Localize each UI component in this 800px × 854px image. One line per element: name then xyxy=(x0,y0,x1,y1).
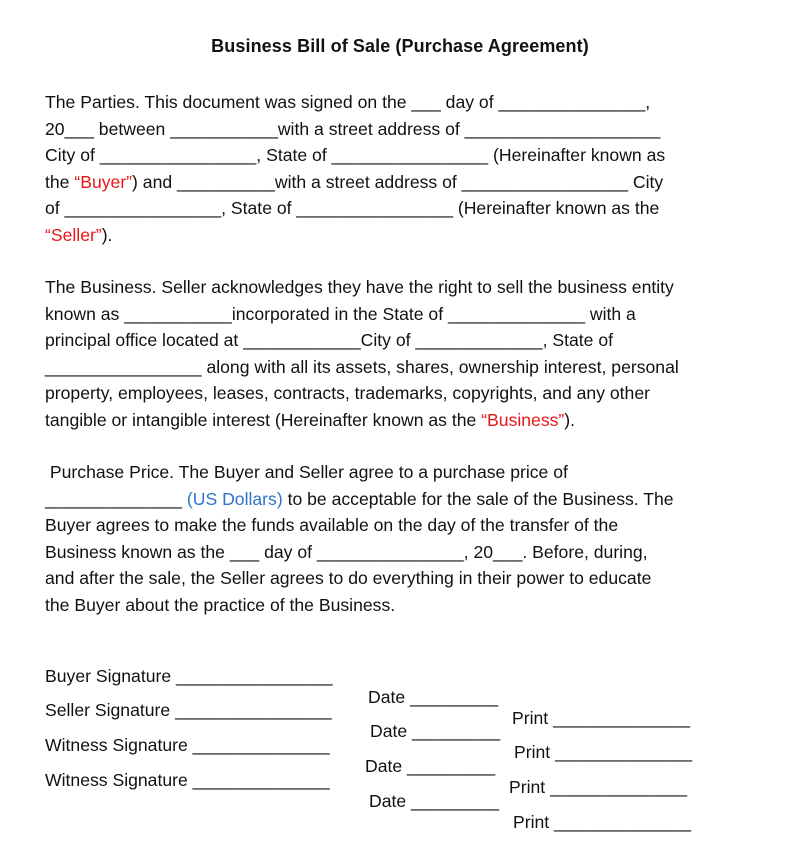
business-line-4: ________________ along with all its assets, shares, ownership interest, personal xyxy=(45,356,679,377)
parties-line-6 xyxy=(45,222,765,249)
buyer-term: “Buyer” xyxy=(74,171,133,192)
purchase-line-5: and after the sale, the Seller agrees to do everything in their power to educate xyxy=(45,568,652,588)
seller-term: “Seller” xyxy=(45,224,102,245)
signature-row-witness-1 xyxy=(45,714,745,797)
parties-line-4 xyxy=(45,169,765,196)
parties-paragraph xyxy=(45,89,765,248)
business-text: ). xyxy=(564,409,576,430)
date-field: Date _________ xyxy=(368,687,499,707)
purchase-line-1: Purchase Price. The Buyer and Seller agree to a purchase price of xyxy=(45,462,568,482)
signature-label: Buyer Signature ________________ xyxy=(45,666,333,686)
purchase-line-4: Business known as the ___ day of _______________, 20___. Before, during, xyxy=(45,541,648,562)
parties-text: ) and __________with a street address of _________________ City xyxy=(132,171,664,192)
parties-text: The Parties. This document was signed on the ___ day of _______________, xyxy=(45,92,651,112)
date-field: Date _________ xyxy=(369,791,500,811)
business-text: tangible or intangible interest (Hereinafter known as the xyxy=(45,409,482,430)
business-term: “Business” xyxy=(481,409,565,430)
parties-text: ). xyxy=(101,224,113,245)
print-field: Print ______________ xyxy=(509,777,688,797)
date-field: Date _________ xyxy=(370,721,501,741)
date-field: Date _________ xyxy=(365,756,496,776)
signature-label: Seller Signature ________________ xyxy=(45,700,332,720)
purchase-price-paragraph xyxy=(45,459,765,618)
purchase-text: to be acceptable for the sale of the Business. The xyxy=(282,488,674,509)
signature-label: Witness Signature ______________ xyxy=(45,735,330,755)
business-line-1: The Business. Seller acknowledges they have the right to sell the business entity xyxy=(45,277,674,297)
parties-line-2: 20___ between ___________with a street address of ____________________ xyxy=(45,118,661,139)
signature-label: Witness Signature ______________ xyxy=(45,770,330,790)
document-title: Business Bill of Sale (Purchase Agreement) xyxy=(211,36,589,56)
business-line-5: property, employees, leases, contracts, trademarks, copyrights, and any other xyxy=(45,383,650,403)
us-dollars-term: (US Dollars) xyxy=(186,488,283,509)
print-field: Print ______________ xyxy=(512,708,691,728)
purchase-line-6: the Buyer about the practice of the Business. xyxy=(45,594,396,615)
business-line-3: principal office located at ____________City of _____________, State of xyxy=(45,330,613,350)
business-line-6 xyxy=(45,407,765,434)
print-field: Print ______________ xyxy=(514,742,693,762)
purchase-text: ______________ xyxy=(45,488,187,509)
parties-text: the xyxy=(45,171,75,192)
business-line-2: known as ___________incorporated in the State of ______________ with a xyxy=(45,303,636,324)
parties-line-5: of ________________, State of ________________ (Hereinafter known as the xyxy=(45,198,660,218)
print-field: Print ______________ xyxy=(513,812,692,832)
parties-line-1 xyxy=(45,89,765,116)
business-paragraph xyxy=(45,274,765,433)
parties-line-3: City of ________________, State of ________________ (Hereinafter known as xyxy=(45,145,666,165)
purchase-line-2 xyxy=(45,486,765,513)
purchase-line-3: Buyer agrees to make the funds available on the day of the transfer of the xyxy=(45,515,619,535)
signature-row-witness-2 xyxy=(45,749,745,832)
